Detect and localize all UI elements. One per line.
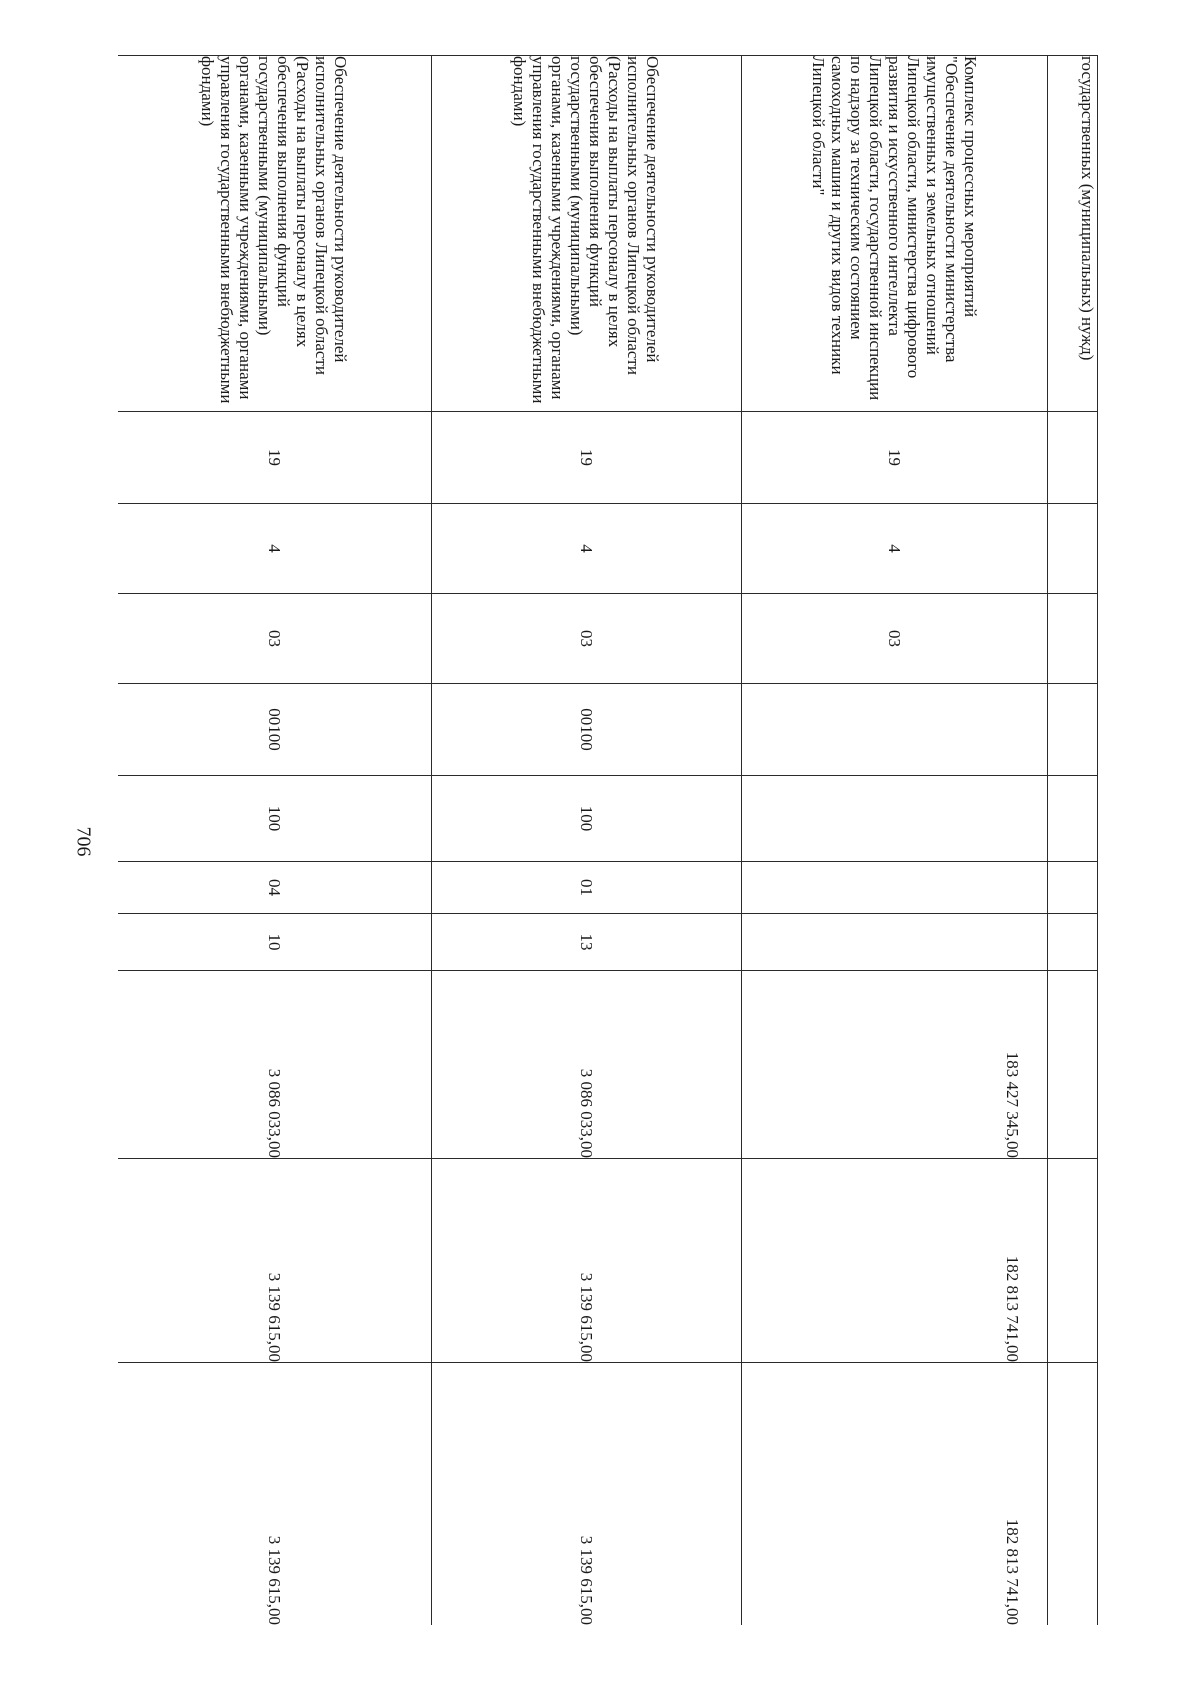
sum-cell: 3 139 615,00 [432, 1363, 742, 1626]
sum-cell: 3 139 615,00 [118, 1159, 432, 1363]
code-cell [1048, 776, 1098, 862]
sum-cell [742, 1363, 1048, 1626]
code-cell: 03 [742, 594, 1048, 684]
row-name-cell: государственных (муниципальных) нужд) [1048, 56, 1098, 412]
code-cell [742, 914, 1048, 971]
code-cell [1048, 412, 1098, 504]
table-row [118, 56, 432, 1626]
sum-cell [742, 1159, 1048, 1363]
code-cell: 19 [432, 412, 742, 504]
code-cell: 4 [742, 504, 1048, 594]
sum-cell: 3 086 033,00 [118, 971, 432, 1159]
code-cell: 00100 [118, 684, 432, 776]
code-cell: 01 [432, 862, 742, 914]
sum-cell: 3 139 615,00 [432, 1159, 742, 1363]
sum-cell [742, 971, 1048, 1159]
sum-cell: 3 086 033,00 [432, 971, 742, 1159]
table-row [1048, 56, 1098, 1626]
code-cell: 100 [118, 776, 432, 862]
code-cell: 19 [742, 412, 1048, 504]
code-cell [742, 684, 1048, 776]
code-cell: 00100 [432, 684, 742, 776]
code-cell [742, 776, 1048, 862]
sum-cell [1048, 1363, 1098, 1626]
sum-value: 182 813 741,00 [1003, 1518, 1022, 1625]
row-name-cell: Обеспечение деятельности руководителей исполнительных органов Липецкой области (Расходы на выплаты персоналу в целях обеспечения выполнения функций государственными (муниципальными) органами, казенными учреждениями, органами управления государственными внебюджетными фондами) [432, 56, 742, 412]
page-number: 706 [72, 826, 95, 857]
code-cell: 100 [432, 776, 742, 862]
code-cell [1048, 594, 1098, 684]
code-cell: 03 [118, 594, 432, 684]
table-row [742, 56, 1048, 1626]
budget-table [118, 55, 1098, 1625]
sum-value: 182 813 741,00 [1003, 1255, 1022, 1362]
sum-value: 183 427 345,00 [1003, 1051, 1022, 1158]
table-row [432, 56, 742, 1626]
sum-cell [1048, 971, 1098, 1159]
row-name-cell: Комплекс процессных мероприятий "Обеспечение деятельности министерства имущественных и земельных отношений Липецкой области, министерства цифрового развития и искусственного интеллекта Липецкой области, государственной инспекции по надзору за техническим состоянием самоходных машин и других видов техники Липецкой области" [742, 56, 1048, 412]
code-cell: 19 [118, 412, 432, 504]
row-name-cell: Обеспечение деятельности руководителей исполнительных органов Липецкой области (Расходы на выплаты персоналу в целях обеспечения выполнения функций государственными (муниципальными) органами, казенными учреждениями, органами управления государственными внебюджетными фондами) [118, 56, 432, 412]
code-cell: 4 [432, 504, 742, 594]
code-cell: 4 [118, 504, 432, 594]
code-cell [1048, 862, 1098, 914]
code-cell: 10 [118, 914, 432, 971]
sum-cell: 3 139 615,00 [118, 1363, 432, 1626]
code-cell [1048, 914, 1098, 971]
code-cell: 13 [432, 914, 742, 971]
sum-cell [1048, 1159, 1098, 1363]
code-cell [1048, 684, 1098, 776]
table-frame [118, 55, 1098, 1625]
code-cell: 04 [118, 862, 432, 914]
code-cell [742, 862, 1048, 914]
code-cell: 03 [432, 594, 742, 684]
code-cell [1048, 504, 1098, 594]
